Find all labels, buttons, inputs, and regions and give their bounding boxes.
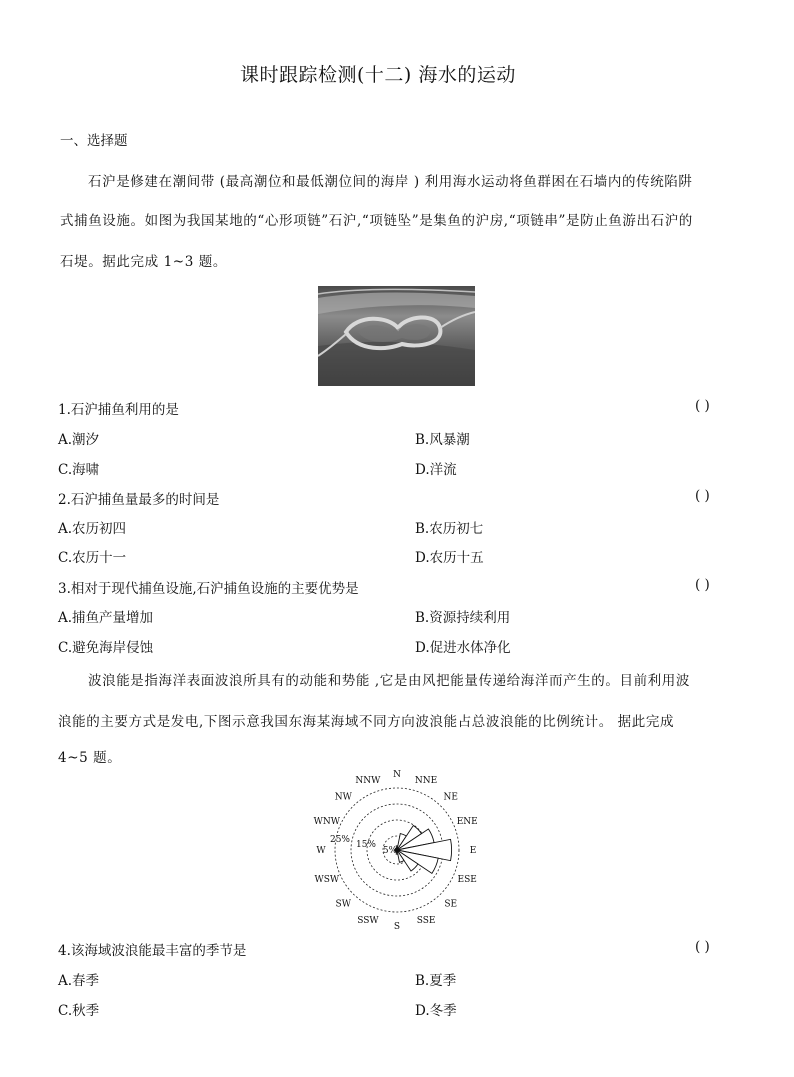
passage2-line1: 波浪能是指海洋表面波浪所具有的动能和势能 ,它是由风把能量传递给海洋而产生的。目前利用波 <box>88 673 690 689</box>
rose-direction-label: NE <box>443 792 458 803</box>
question-4-option-d: D.冬季 <box>415 1003 457 1019</box>
rose-direction-label: ESE <box>457 875 477 886</box>
question-2-option-a: A.农历初四 <box>58 521 127 537</box>
passage1-line2: 式捕鱼设施。如图为我国某地的“心形项链”石沪,“项链坠”是集鱼的沪房,“项链串”是防止鱼游出石沪的 <box>60 213 693 229</box>
rose-direction-label: WSW <box>314 875 340 886</box>
rose-ring-label: 5% <box>382 846 398 856</box>
page-title: 课时跟踪检测(十二) 海水的运动 <box>240 64 516 86</box>
rose-ring-label: 15% <box>355 840 377 850</box>
rose-direction-label: SSE <box>416 916 436 927</box>
question-1-option-a: A.潮汐 <box>58 432 100 448</box>
question-1-answer-paren: ( ) <box>695 398 710 414</box>
stone-weir-photo <box>318 286 475 386</box>
passage2-line3: 4~5 题。 <box>58 750 122 766</box>
question-2-option-c: C.农历十一 <box>58 550 127 566</box>
question-3-option-a: A.捕鱼产量增加 <box>58 610 154 626</box>
rose-direction-label: SW <box>335 899 351 910</box>
passage1-line1: 石沪是修建在潮间带 (最高潮位和最低潮位间的海岸 ) 利用海水运动将鱼群困在石墙内的传统陷阱 <box>88 174 693 190</box>
question-4-stem: 4.该海域波浪能最丰富的季节是 <box>58 943 247 959</box>
rose-direction-label: ENE <box>456 816 478 827</box>
wave-energy-rose-diagram <box>300 770 490 930</box>
question-3-option-c: C.避免海岸侵蚀 <box>58 640 154 656</box>
question-1-option-b: B.风暴潮 <box>415 432 470 448</box>
rose-direction-label: NW <box>334 792 352 803</box>
question-1-option-c: C.海啸 <box>58 462 100 478</box>
question-2-answer-paren: ( ) <box>695 488 710 504</box>
question-3-option-b: B.资源持续利用 <box>415 610 511 626</box>
passage2-line2: 浪能的主要方式是发电,下图示意我国东海某海域不同方向波浪能占总波浪能的比例统计。 据此完成 <box>58 714 675 730</box>
rose-direction-label: NNE <box>414 775 438 786</box>
question-3-stem: 3.相对于现代捕鱼设施,石沪捕鱼设施的主要优势是 <box>58 581 359 597</box>
rose-direction-label: SE <box>444 899 458 910</box>
question-3-option-d: D.促进水体净化 <box>415 640 511 656</box>
question-4-option-c: C.秋季 <box>58 1003 100 1019</box>
question-2-stem: 2.石沪捕鱼量最多的时间是 <box>58 492 220 508</box>
question-1-option-d: D.洋流 <box>415 462 457 478</box>
question-1-stem: 1.石沪捕鱼利用的是 <box>58 402 179 418</box>
question-2-option-d: D.农历十五 <box>415 550 484 566</box>
question-3-answer-paren: ( ) <box>695 577 710 593</box>
rose-direction-label: N <box>393 770 401 780</box>
question-4-answer-paren: ( ) <box>695 939 710 955</box>
rose-direction-label: SSW <box>357 916 379 927</box>
passage1-line3: 石堤。据此完成 1~3 题。 <box>60 254 227 270</box>
question-4-option-a: A.春季 <box>58 973 100 989</box>
section-heading: 一、选择题 <box>60 133 128 149</box>
rose-ring-label: 25% <box>329 835 351 845</box>
question-4-option-b: B.夏季 <box>415 973 457 989</box>
rose-direction-label: WNW <box>313 816 340 827</box>
rose-direction-label: E <box>469 846 477 856</box>
rose-direction-label: S <box>393 922 401 930</box>
question-2-option-b: B.农历初七 <box>415 521 484 537</box>
rose-direction-label: NNW <box>355 775 381 786</box>
rose-direction-label: W <box>316 846 326 856</box>
